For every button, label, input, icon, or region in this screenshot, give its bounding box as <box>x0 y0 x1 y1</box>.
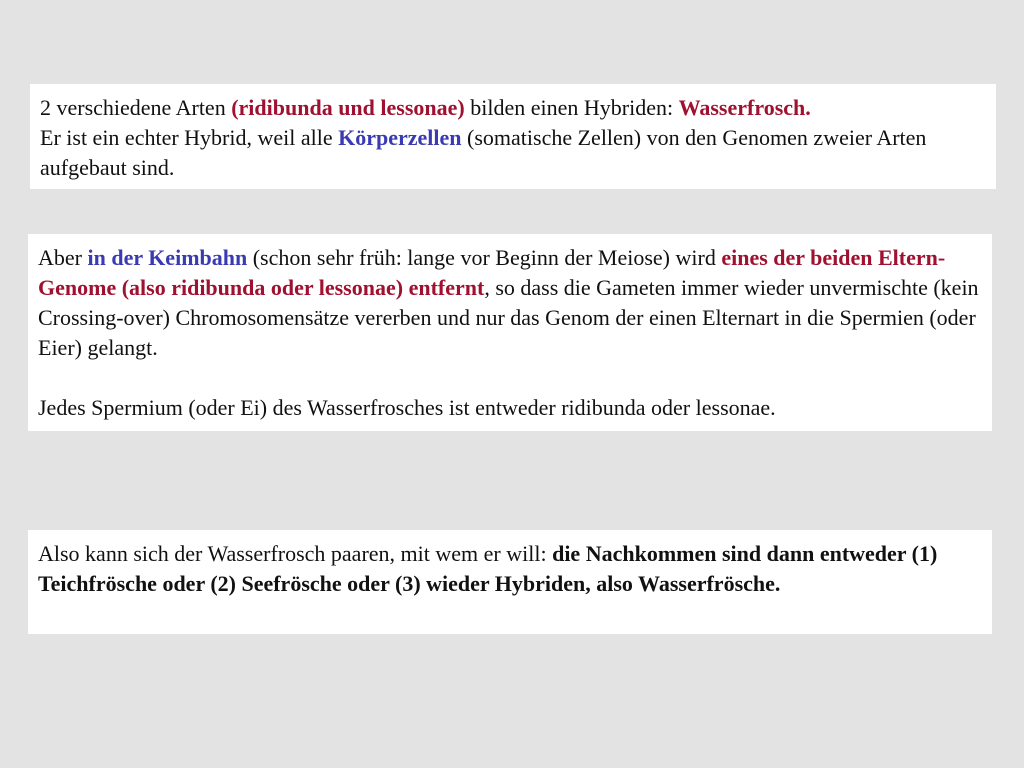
koerperzellen-emphasis: Körperzellen <box>338 125 462 150</box>
paragraph-offspring <box>38 539 984 599</box>
species-names-emphasis: (ridibunda und lessonae) <box>231 95 465 120</box>
text-segment: bilden einen Hybriden: <box>464 95 679 120</box>
paragraph-germline <box>38 243 984 363</box>
text-segment: (somatische Zellen) von den Genomen zweier Arten aufgebaut sind. <box>40 125 927 180</box>
wasserfrosch-emphasis: Wasserfrosch. <box>678 95 811 120</box>
text-segment: (schon sehr früh: lange vor Beginn der Meiose) wird <box>247 245 722 270</box>
text-segment: Aber <box>38 245 88 270</box>
text-box-offspring <box>28 530 992 634</box>
text-segment: , so dass die Gameten immer wieder unvermischte (kein Crossing-over) Chromosomensätze vererben und nur das Genom der einen Elternart in die Spermien (oder Eier) gelangt. <box>38 275 979 360</box>
text-segment: 2 verschiedene Arten <box>40 95 232 120</box>
text-box-germline <box>28 234 992 431</box>
paragraph-hybrid-intro <box>40 93 988 183</box>
text-segment: Er ist ein echter Hybrid, weil alle <box>40 125 339 150</box>
text-box-hybrid-definition <box>30 84 996 189</box>
text-segment: Also kann sich der Wasserfrosch paaren, mit wem er will: <box>38 541 553 566</box>
offspring-emphasis: die Nachkommen sind dann entweder (1) Teichfrösche oder (2) Seefrösche oder (3) wieder Hybriden, also Wasserfrösche. <box>38 541 938 596</box>
paragraph-spacer <box>38 363 984 393</box>
genome-removal-emphasis: eines der beiden Eltern-Genome (also ridibunda oder lessonae) entfernt <box>38 245 946 300</box>
keimbahn-emphasis: in der Keimbahn <box>87 245 248 270</box>
paragraph-spermium: Jedes Spermium (oder Ei) des Wasserfrosches ist entweder ridibunda oder lessonae. <box>38 395 776 420</box>
